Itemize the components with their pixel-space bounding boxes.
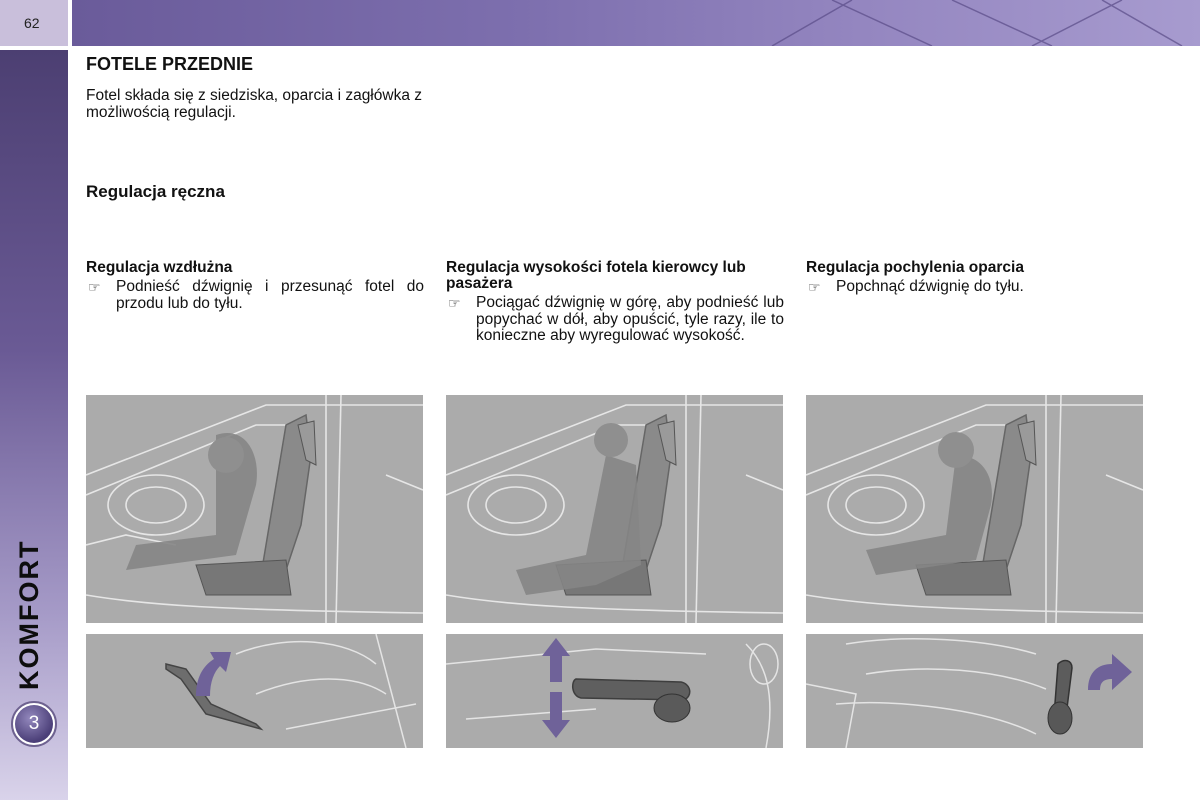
seat-illustration-backrest <box>806 395 1143 623</box>
curved-arrow-icon <box>196 652 231 696</box>
chapter-number-badge: 3 <box>15 705 53 743</box>
page-number-tab <box>0 0 68 46</box>
pointing-hand-icon: ☞ <box>448 295 461 311</box>
column-height <box>446 260 784 345</box>
instruction-bullet <box>86 279 424 312</box>
column-backrest <box>806 260 1144 296</box>
intro-paragraph: Fotel składa się z siedziska, oparcia i zagłówka z możliwością regulacji. <box>86 87 422 121</box>
column-heading: Regulacja wysokości fotela kierowcy lub pasażera <box>446 259 746 292</box>
chapter-label: KOMFORT <box>14 539 44 690</box>
arrow-right-icon <box>1088 654 1132 690</box>
seat-illustration-longitudinal <box>86 395 423 623</box>
lever-detail-backrest <box>806 634 1143 748</box>
lever-detail-height <box>446 634 783 748</box>
up-down-arrow-icon <box>542 638 570 738</box>
seat-illustration-height <box>446 395 783 623</box>
page-number: 62 <box>24 15 40 31</box>
instruction-bullet <box>806 279 1144 296</box>
column-heading: Regulacja wzdłużna <box>86 259 233 276</box>
page-title: FOTELE PRZEDNIE <box>86 54 254 74</box>
header-band <box>72 0 1200 46</box>
header-decoration <box>72 0 1200 46</box>
column-longitudinal <box>86 260 424 312</box>
lever-detail-longitudinal <box>86 634 423 748</box>
pointing-hand-icon: ☞ <box>808 279 821 295</box>
instruction-text: Pociągać dźwignię w górę, aby podnieść lub popychać w dół, aby opuścić, tyle razy, ile to konieczne aby wyregulować wysokość. <box>476 294 784 344</box>
instruction-text: Popchnąć dźwignię do tyłu. <box>836 278 1024 295</box>
pointing-hand-icon: ☞ <box>88 279 101 295</box>
section-title: Regulacja ręczna <box>86 182 225 201</box>
instruction-text: Podnieść dźwignię i przesunąć fotel do przodu lub do tyłu. <box>116 278 424 312</box>
instruction-bullet <box>446 295 784 345</box>
column-heading: Regulacja pochylenia oparcia <box>806 259 1024 276</box>
